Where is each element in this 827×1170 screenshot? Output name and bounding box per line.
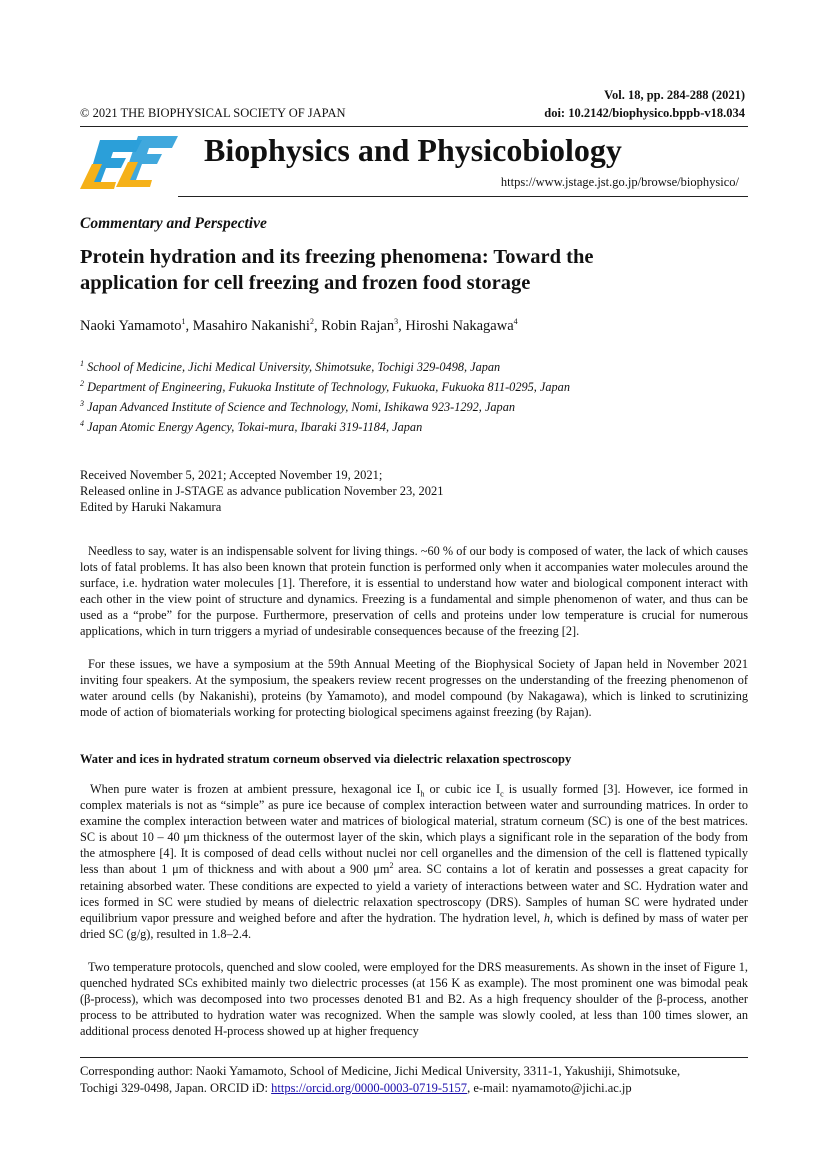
- copyright: © 2021 THE BIOPHYSICAL SOCIETY OF JAPAN: [80, 106, 346, 120]
- p3-subscript: h: [420, 789, 425, 799]
- editor: Edited by Haruki Nakamura: [80, 500, 222, 514]
- title-line-2: application for cell freezing and frozen food storage: [80, 272, 531, 294]
- p3-subscript: c: [500, 789, 504, 799]
- p3-text: is usually formed [3]. However, ice formed in complex materials is not as “simple” as pure ice because of complex interaction between water and surrounding matrices. In order to examine the complex interaction between water and matrices of biological material, stratum corneum (SC) is one of the best matrices. SC is about 10 – 40 μm thickness of the outermost layer of the skin, which plays a significant role in the separation of the body from the atmosphere [4]. It is composed of dead cells without nuclei nor cell organelles and the dimension of the cell is flattened typically less than about 1 μm of thickness and with about a 900 μm: [80, 782, 748, 877]
- p3-text: area. SC contains a lot of keratin and possesses a great capacity for retaining absorbed water. These conditions are expected to yield a variety of interactions between water and SC. Hydration water and ices formed in SC were studied by means of dielectric relaxation spectroscopy (DRS). Samples of human SC were hydrated under equilibrium vapor pressure and weighed before and after the hydration. The hydration level,: [80, 862, 748, 925]
- author-affil-num: 1: [181, 317, 186, 327]
- author-separator: ,: [398, 318, 406, 334]
- p3-superscript: 2: [389, 861, 394, 871]
- corr-line-2: [80, 1080, 748, 1097]
- doi: doi: 10.2142/biophysico.bppb-v18.034: [544, 106, 745, 120]
- journal-url[interactable]: https://www.jstage.jst.go.jp/browse/biophysico/: [500, 175, 739, 189]
- p3-text: , which is defined by mass of water per dried SC (g/g), resulted in 1.8–2.4.: [80, 910, 748, 941]
- author-name: Masahiro Nakanishi: [192, 318, 310, 334]
- paragraph-3: [80, 781, 748, 942]
- received-date: Received November 5, 2021; Accepted November 19, 2021;: [80, 468, 383, 482]
- affiliation-text: Japan Advanced Institute of Science and Technology, Nomi, Ishikawa 923-1292, Japan: [87, 400, 516, 414]
- orcid-link[interactable]: https://orcid.org/0000-0003-0719-5157: [271, 1081, 468, 1095]
- volume-info: Vol. 18, pp. 284-288 (2021): [604, 88, 745, 102]
- footer-rule: [80, 1057, 748, 1058]
- paragraph-1: Needless to say, water is an indispensable solvent for living things. ~60 % of our body is composed of water, the lack of which causes lots of fatal problems. It has also been known that protein function is performed only when it accompanies water molecules around the surface, i.e. hydration water molecules [1]. Therefore, it is essential to understand how water and biological component interact with each other in the view point of structure and dynamics. Freezing is a fundamental and simple phenomenon of water, and thus can be used as a “probe” for the purpose. Furthermore, preservation of cells and proteins under low temperature is crucial for numerous applications, which in turn triggers a myriad of undesirable consequences because of the freezing [2].: [80, 544, 748, 639]
- author-name: Naoki Yamamoto: [80, 318, 182, 334]
- author-separator: ,: [313, 318, 322, 334]
- affiliation-number: 3: [80, 398, 84, 408]
- header-bottom-rule: [178, 196, 748, 197]
- p3-text: When pure water is frozen at ambient pressure, hexagonal ice I: [90, 782, 421, 796]
- affiliation-item: [80, 377, 570, 397]
- author-separator: ,: [185, 318, 193, 334]
- author-affil-num: 2: [309, 317, 314, 327]
- affiliation-item: [80, 397, 570, 417]
- corr-line-1: Corresponding author: Naoki Yamamoto, School of Medicine, Jichi Medical University, 3311-1, Yakushiji, Shimotsuke,: [80, 1064, 681, 1078]
- author-name: Hiroshi Nakagawa: [405, 318, 514, 334]
- released-date: Released online in J-STAGE as advance publication November 23, 2021: [80, 484, 444, 498]
- affiliation-text: Japan Atomic Energy Agency, Tokai-mura, Ibaraki 319-1184, Japan: [87, 420, 423, 434]
- corr-text: Tochigi 329-0498, Japan. ORCID iD:: [80, 1081, 272, 1095]
- dates-block: [80, 467, 444, 515]
- affiliation-text: Department of Engineering, Fukuoka Institute of Technology, Fukuoka, Fukuoka 811-0295, Japan: [87, 380, 570, 394]
- affiliation-item: [80, 357, 570, 377]
- author-affil-num: 4: [513, 317, 518, 327]
- affiliation-number: 2: [80, 378, 84, 388]
- p3-text: or cubic ice I: [424, 782, 501, 796]
- logo-graphic: [80, 132, 180, 192]
- author-affil-num: 3: [394, 317, 399, 327]
- article-category: Commentary and Perspective: [80, 215, 267, 232]
- paragraph-2: For these issues, we have a symposium at the 59th Annual Meeting of the Biophysical Society of Japan held in November 2021 inviting four speakers. At the symposium, the speakers review recent progresses on the understanding of the freezing phenomenon of water around cells (by Nakanishi), proteins (by Yamamoto), and model compound (by Nakagawa), which is linked to scrutinizing mode of action of biomaterials working for protecting biological specimens against freezing (by Rajan).: [80, 657, 748, 720]
- corr-email: , e-mail: nyamamoto@jichi.ac.jp: [467, 1081, 632, 1095]
- journal-logo: [80, 132, 180, 192]
- corresponding-author: [80, 1063, 748, 1097]
- affiliation-number: 1: [80, 358, 84, 368]
- title-line-1: Protein hydration and its freezing phenomena: Toward the: [80, 246, 594, 268]
- paragraph-4: Two temperature protocols, quenched and slow cooled, were employed for the DRS measurements. As shown in the inset of Figure 1, quenched hydrated SCs exhibited mainly two dielectric processes (at 156 K as example). The most prominent one was bimodal peak (β-process), which was decomposed into two processes denoted B1 and B2. As a high frequency shoulder of the β-process, another process to be attributed to hydration water was recognized. When the sample was slowly cooled, at less than 100 times slower, an additional process denoted H-process showed up at higher frequency: [80, 960, 748, 1039]
- affiliation-item: [80, 417, 570, 437]
- section-heading: Water and ices in hydrated stratum corneum observed via dielectric relaxation spectroscopy: [80, 752, 572, 766]
- author-name: Robin Rajan: [321, 318, 395, 334]
- affiliations: [80, 357, 570, 437]
- affiliation-number: 4: [80, 418, 84, 428]
- affiliation-text: School of Medicine, Jichi Medical University, Shimotsuke, Tochigi 329-0498, Japan: [87, 360, 501, 374]
- header-top-rule: [80, 126, 748, 127]
- journal-title: Biophysics and Physicobiology: [204, 132, 622, 168]
- article-title: [80, 244, 593, 296]
- p3-italic: h: [543, 910, 550, 925]
- author-list: [80, 318, 518, 335]
